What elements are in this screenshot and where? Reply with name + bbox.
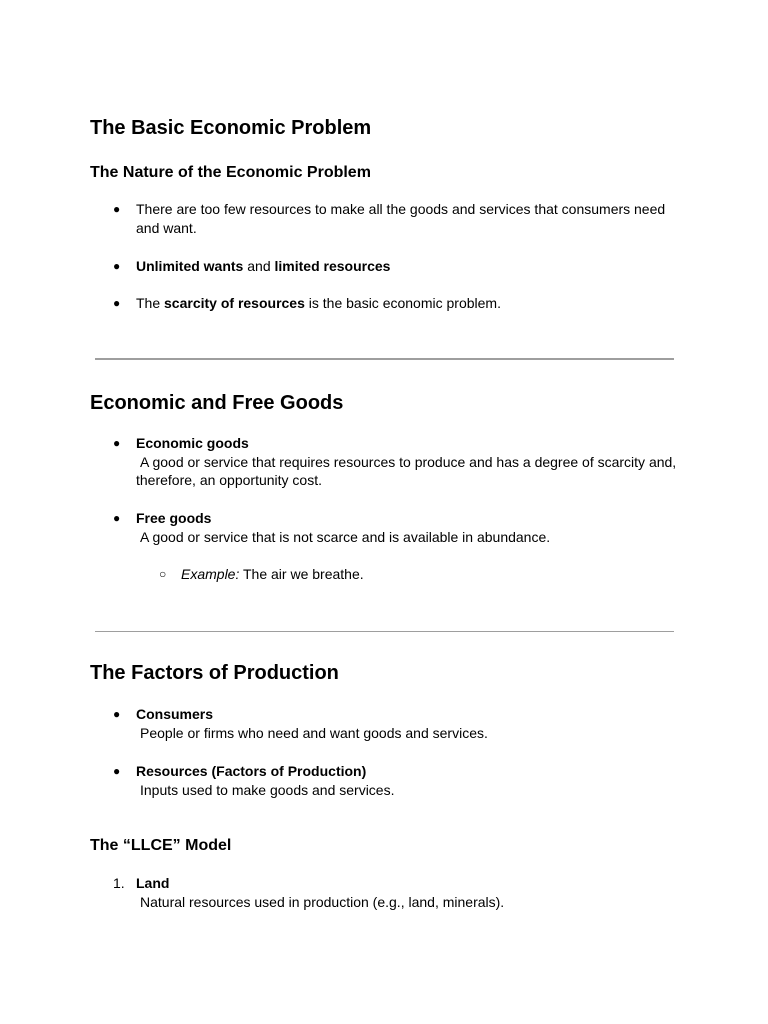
item-description: A good or service that requires resources to produce and has a degree of scarcity and, [140, 453, 677, 470]
list-item-text: is the basic economic problem. [308, 295, 501, 311]
list-item-economic-goods [136, 434, 676, 490]
bullet-icon: ● [113, 296, 121, 310]
section-title-economic-free-goods: Economic and Free Goods [90, 392, 344, 414]
list-item-free-goods [136, 509, 550, 546]
bold-term: Unlimited wants [136, 258, 244, 274]
horizontal-divider [95, 631, 674, 632]
section-title-factors-of-production: The Factors of Production [90, 662, 339, 684]
list-item-text: There are too few resources to make all the goods and services that consumers need [136, 201, 666, 217]
horizontal-divider [95, 358, 674, 360]
list-item-too-few-resources [136, 200, 665, 237]
section-title-basic-economic-problem: The Basic Economic Problem [90, 117, 372, 139]
subsection-title-nature: The Nature of the Economic Problem [90, 164, 371, 181]
list-sub-item-example [181, 565, 364, 584]
numbered-item-land [136, 874, 504, 911]
item-label: Economic goods [136, 435, 249, 451]
item-description: A good or service that is not scarce and is available in abundance. [140, 528, 551, 545]
list-item-resources [136, 762, 394, 799]
list-item-text: and [247, 258, 271, 274]
bold-term: scarcity of resources [164, 295, 305, 311]
item-description: Natural resources used in production (e.g., land, minerals). [140, 893, 505, 910]
item-description: therefore, an opportunity cost. [136, 472, 322, 488]
list-item-unlimited-wants [136, 257, 390, 276]
item-label: Free goods [136, 510, 212, 526]
list-number: 1. [113, 875, 125, 891]
bullet-icon: ● [113, 764, 121, 778]
item-label: Land [136, 875, 170, 891]
example-label: Example: [181, 566, 240, 582]
item-description: Inputs used to make goods and services. [140, 781, 395, 798]
sub-bullet-icon: ○ [159, 567, 167, 581]
subsection-title-llce-model: The “LLCE” Model [90, 837, 232, 854]
list-item-text: The [136, 295, 161, 311]
list-item-text: and want. [136, 219, 197, 236]
bullet-icon: ● [113, 707, 121, 721]
list-item-consumers [136, 705, 488, 742]
bold-term: limited resources [274, 258, 391, 274]
item-label: Consumers [136, 706, 214, 722]
bullet-icon: ● [113, 259, 121, 273]
bullet-icon: ● [113, 436, 121, 450]
bullet-icon: ● [113, 511, 121, 525]
list-item-scarcity [136, 294, 501, 313]
bullet-icon: ● [113, 202, 121, 216]
example-text: The air we breathe. [243, 566, 364, 582]
item-description: People or firms who need and want goods and services. [140, 724, 488, 741]
item-label: Resources (Factors of Production) [136, 763, 367, 779]
